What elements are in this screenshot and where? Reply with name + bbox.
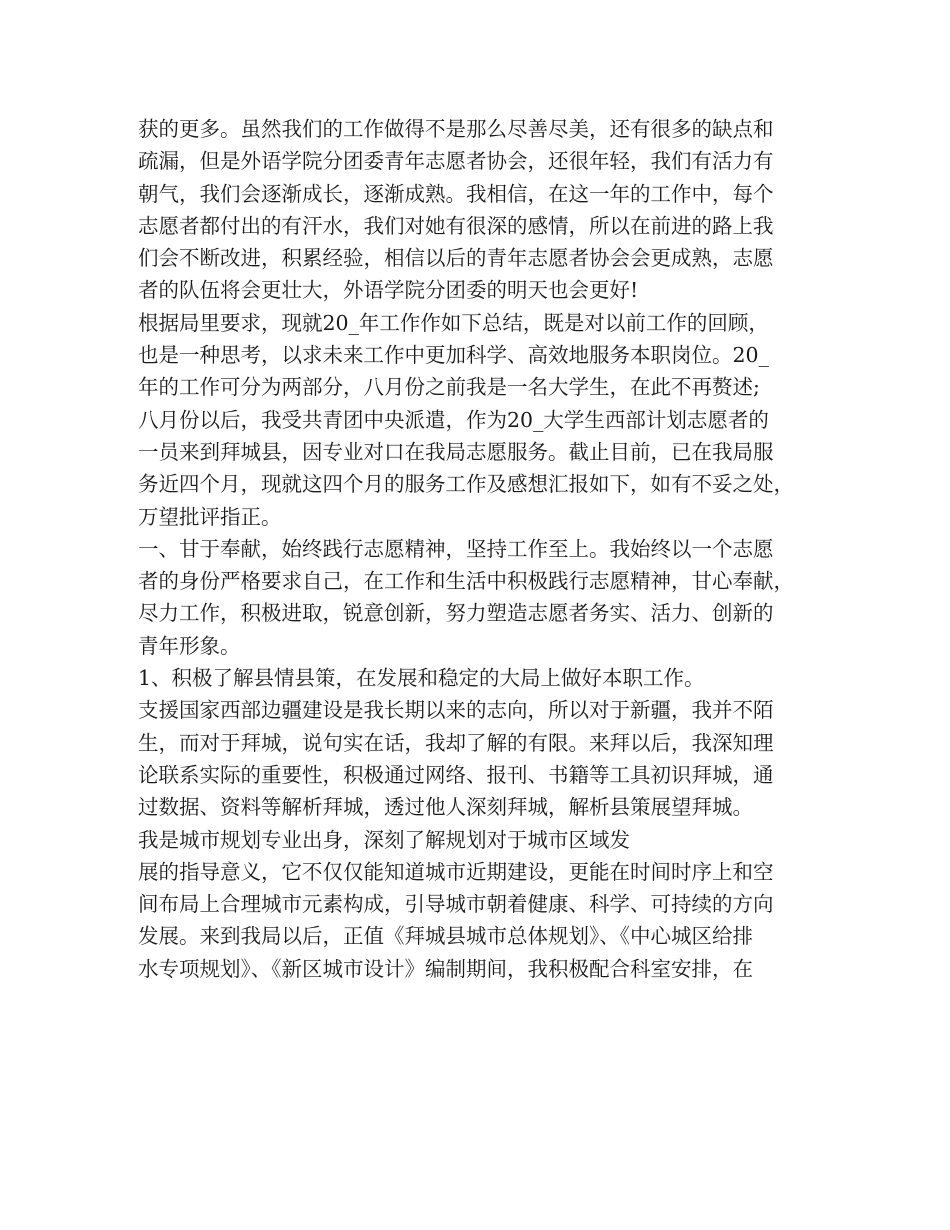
text-line: 1、积极了解县情县策，在发展和稳定的大局上做好本职工作。: [138, 666, 705, 691]
text-line: 万望批评指正。: [138, 504, 282, 529]
text-line: 者的身份严格要求自己，在工作和生活中积极践行志愿精神，甘心奉献，: [138, 569, 794, 594]
text-line: 八月份以后，我受共青团中央派遣，作为20_大学生西部计划志愿者的: [138, 407, 769, 432]
text-line: 们会不断改进，积累经验，相信以后的青年志愿者协会会更成熟，志愿: [138, 246, 774, 271]
text-line: 一、甘于奉献，始终践行志愿精神，坚持工作至上。我始终以一个志愿: [138, 536, 774, 561]
body-text: [138, 113, 838, 985]
text-line: 过数据、资料等解析拜城，透过他人深刻拜城，解析县策展望拜城。: [138, 795, 753, 820]
text-line: 朝气，我们会逐渐成长，逐渐成熟。我相信，在这一年的工作中，每个: [138, 181, 774, 206]
text-line: 年的工作可分为两部分，八月份之前我是一名大学生，在此不再赘述;: [138, 375, 760, 400]
text-line: 者的队伍将会更壮大，外语学院分团委的明天也会更好!: [138, 278, 639, 303]
text-line: 我是城市规划专业出身，深刻了解规划对于城市区域发: [138, 827, 630, 852]
text-line: 论联系实际的重要性，积极通过网络、报刊、书籍等工具初识拜城，通: [138, 762, 774, 787]
text-line: 青年形象。: [138, 633, 241, 658]
text-line: 一员来到拜城县，因专业对口在我局志愿服务。截止目前，已在我局服: [138, 439, 774, 464]
text-line: 务近四个月，现就这四个月的服务工作及感想汇报如下，如有不妥之处，: [138, 472, 794, 497]
text-line: 尽力工作，积极进取，锐意创新，努力塑造志愿者务实、活力、创新的: [138, 601, 774, 626]
text-line: 根据局里要求，现就20_年工作作如下总结，既是对以前工作的回顾，: [138, 310, 769, 335]
text-line: 发展。来到我局以后，正值《拜城县城市总体规划》、《中心城区给排: [138, 924, 753, 949]
text-line: 获的更多。虽然我们的工作做得不是那么尽善尽美，还有很多的缺点和: [138, 117, 774, 141]
text-line: 志愿者都付出的有汗水，我们对她有很深的感情，所以在前进的路上我: [138, 213, 774, 238]
text-line: 水专项规划》、《新区城市设计》编制期间，我积极配合科室安排，在: [138, 956, 753, 981]
text-line: 间布局上合理城市元素构成，引导城市朝着健康、科学、可持续的方向: [138, 892, 774, 917]
text-line: 疏漏，但是外语学院分团委青年志愿者协会，还很年轻，我们有活力有: [138, 149, 774, 174]
text-line: 生，而对于拜城，说句实在话，我却了解的有限。来拜以后，我深知理: [138, 730, 774, 755]
text-line: 支援国家西部边疆建设是我长期以来的志向，所以对于新疆，我并不陌: [138, 698, 774, 723]
text-line: 展的指导意义，它不仅仅能知道城市近期建设，更能在时间时序上和空: [138, 859, 774, 884]
text-line: 也是一种思考，以求未来工作中更加科学、高效地服务本职岗位。20_: [138, 343, 769, 368]
